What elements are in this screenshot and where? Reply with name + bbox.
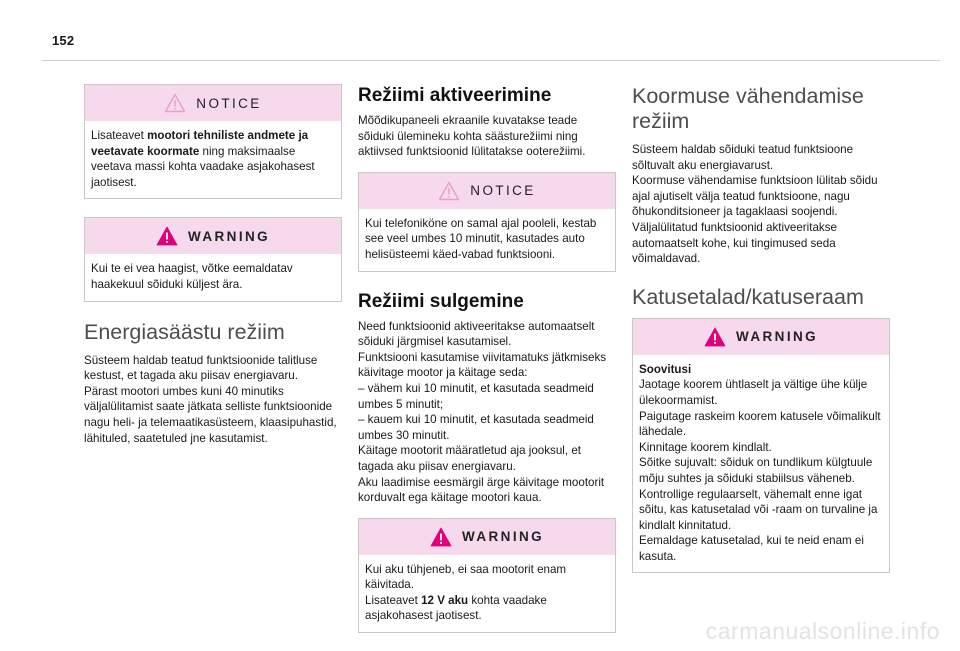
warning-triangle-icon [156,226,178,246]
column-left [84,84,342,458]
watermark: carmanualsonline.info [705,618,940,644]
warning-triangle-icon [704,327,726,347]
energy-saving-text: Süsteem haldab teatud funktsioonide talitluse kestust, et tagada aku piisav energiavaru. Pärast mootori umbes kuni 40 minutiks väljalülitamist saate jätkata selliste funktsioonide nagu heli- ja telemaatikasüsteem, klaasipuhastid, lähituled, saatetuled jne kasutamist. [84,353,337,445]
warning-box-towball [84,217,342,301]
warning-body [633,355,889,573]
top-divider [42,60,940,61]
warning-text: Jaotage koorem ühtlaselt ja vältige ühe külje ülekoormamist. Paigutage raskeim koorem katusele võimalikult lähedale. Kinnitage koorem kindlalt. Sõitke sujuvalt: sõiduk on tundlikum külgtuule mõju suhtes ja sõiduki stabiilsus väheneb. Kontrollige regulaarselt, vähemalt enne igat sõitu, kas katusetalad või -raam on turvaline ja kindlalt kinnitatud. Eemaldage katusetalad, kui te neid enam ei kasuta. [639,378,881,563]
warning-box-roof-load [632,318,890,574]
load-reduction-text: Süsteem haldab sõiduki teatud funktsioone sõltuvalt aku energiavarust. Koormuse vähendamise funktsioon lülitab sõidu ajal ajutiselt välja teatud funktsioone, nagu õhukonditsioneer ja tagaklaasi soojendi. Väljalülitatud funktsioonid aktiveeritakse automaatselt kohe, kui tingimused seda võimaldavad. [632,143,878,266]
section-heading-energy-saving: Energiasäästu režiim [84,319,285,344]
warning-text: Kui te ei vea haagist, võtke eemaldatav haakekuul sõiduki küljest ära. [91,262,293,291]
page-number: 152 [52,33,75,48]
mode-activation-text: Mõõdikupaneeli ekraanile kuvatakse teade sõiduki ülemineku kohta säästurežiimi ning aktiivsed funktsioonid lülitatakse ooterežiimi. [358,114,586,159]
warning-header [633,319,889,355]
warning-header [359,519,615,555]
section-heading-mode-activation: Režiimi aktiveerimine [358,85,552,106]
warning-box-battery [358,518,616,633]
warning-bold-head [639,362,883,378]
section-heading-load-reduction: Koormuse vähendamise režiim [632,84,864,133]
warning-title: WARNING [187,228,271,244]
section-heading-roof-bars: Katusetalad/katuseraam [632,284,864,309]
column-right [632,84,890,591]
warning-header [85,218,341,254]
notice-body [359,209,615,271]
notice-text: Kui telefoniköne on samal ajal pooleli, kestab see veel umbes 10 minutit, kasutades auto helisüsteemi käed-vabad funktsiooni. [365,216,597,261]
warning-text-part: Kui aku tühjeneb, ei saa mootorit enam käivitada. Lisateavet [365,562,567,607]
column-middle [358,84,616,651]
warning-title: WARNING [735,329,819,345]
warning-body [359,555,615,632]
warning-body [85,254,341,300]
mode-exit-text: Need funktsioonid aktiveeritakse automaatselt sõiduki järgmisel kasutamisel. Funktsiooni kasutamise viivitamatuks jätkmiseks käivitage mootor ja käitage seda: – vähem kui 10 minutit, et kasutada seadmeid umbes 5 minutit; – kauem kui 10 minutit, et kasutada seadmeid umbes 30 minutit. Käitage mootorit määratletud aja jooksul, et tagada aku piisav energiavaru. Aku laadimise eesmärgil ärge käivitage mootorit korduvalt ega käitage mootori kaua. [358,319,607,505]
warning-text-bold: 12 V aku [421,593,469,607]
notice-header [85,85,341,121]
notice-box-phone-call [358,172,616,272]
notice-text-part: Lisateavet [91,129,148,142]
notice-text-part: ning maksimaalse veetava massi kohta vaadake asjakohasest jaotisest. [91,144,315,189]
warning-title: WARNING [461,529,545,545]
notice-header [359,173,615,209]
warning-text-part: kohta vaadake asjakohasest jaotisest. [365,593,547,623]
notice-body [85,121,341,198]
section-heading-mode-exit: Režiimi sulgemine [358,290,524,312]
notice-text-bold: mootori tehniliste andmete ja veetavate koormate [91,129,309,158]
notice-triangle-icon [164,93,186,113]
warning-text [365,562,609,624]
warning-triangle-icon [430,527,452,547]
notice-triangle-icon [438,181,460,201]
notice-title: NOTICE [196,95,262,111]
notice-title: NOTICE [470,183,536,199]
notice-box-towing-data [84,84,342,199]
warning-subtitle: Soovitusi [639,362,692,376]
notice-text [91,128,335,190]
